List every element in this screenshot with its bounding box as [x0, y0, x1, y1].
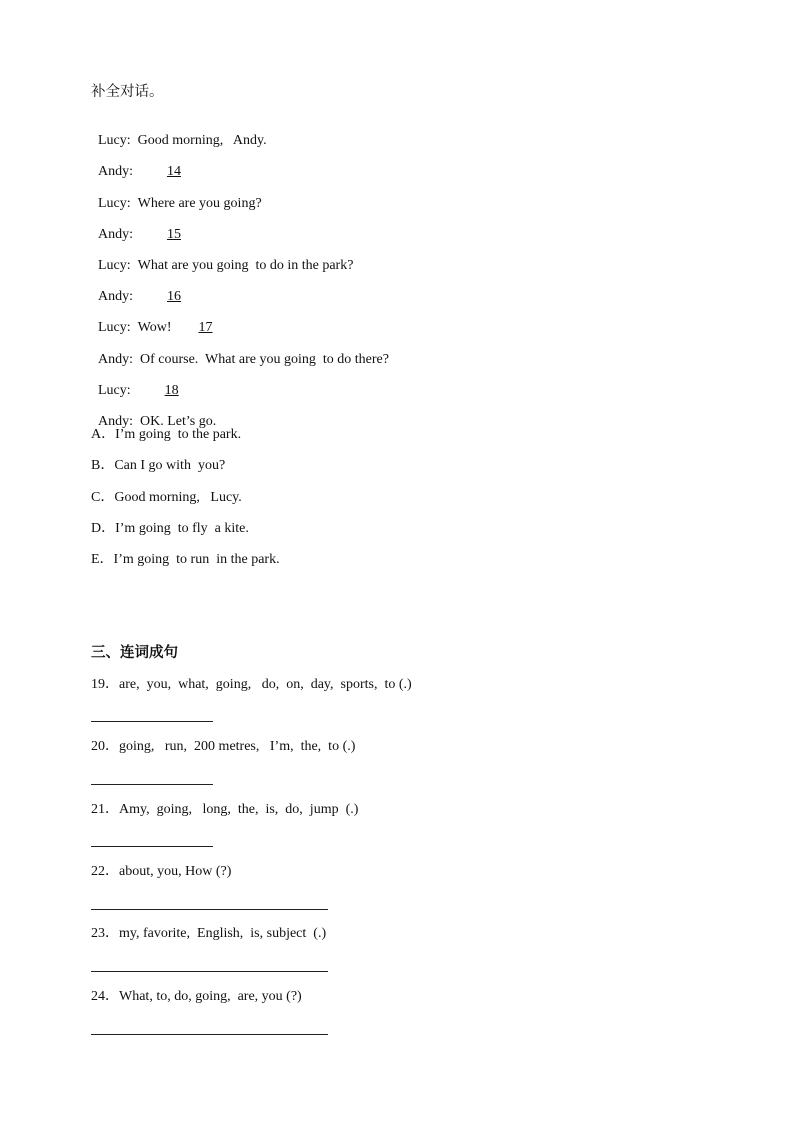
question-22: 22．about, you, How (?) — [91, 864, 232, 879]
speaker: Lucy: — [98, 320, 131, 335]
dialogue-text: Wow! — [137, 320, 172, 335]
answer-blank: 16 — [167, 289, 181, 304]
speaker: Andy: — [98, 227, 133, 242]
speaker: Lucy: — [98, 196, 131, 211]
dialogue-text: OK. Let’s go. — [140, 414, 217, 429]
dialogue-text: Good morning, Andy. — [137, 133, 267, 148]
speaker: Andy: — [98, 164, 133, 179]
answer-blank: 15 — [167, 227, 181, 242]
option-d: D．I’m going to fly a kite. — [91, 521, 249, 536]
speaker: Andy: — [98, 414, 133, 429]
answer-line[interactable] — [91, 846, 213, 847]
answer-line[interactable] — [91, 1034, 328, 1035]
speaker: Andy: — [98, 289, 133, 304]
speaker: Andy: — [98, 352, 133, 367]
dialogue-text: What are you going to do in the park? — [137, 258, 354, 273]
option-a: A．I’m going to the park. — [91, 427, 242, 442]
answer-line[interactable] — [91, 784, 213, 785]
speaker: Lucy: — [98, 258, 131, 273]
section-title: 三、连词成句 — [91, 645, 178, 661]
dialogue-line — [91, 301, 233, 337]
answer-blank: 17 — [198, 320, 213, 335]
question-19: 19．are, you, what, going, do, on, day, sports, to (.) — [91, 677, 412, 692]
dialogue-text: Where are you going? — [137, 196, 262, 211]
dialogue-text: Of course. What are you going to do there? — [140, 352, 389, 367]
instruction-text: 补全对话。 — [91, 84, 164, 100]
option-b: B．Can I go with you? — [91, 458, 226, 473]
question-24: 24．What, to, do, going, are, you (?) — [91, 989, 302, 1004]
answer-blank: 14 — [167, 164, 181, 179]
answer-blank: 18 — [164, 383, 179, 398]
option-e: E．I’m going to run in the park. — [91, 552, 280, 567]
answer-line[interactable] — [91, 971, 328, 972]
speaker: Lucy: — [98, 383, 131, 398]
option-c: C．Good morning, Lucy. — [91, 490, 242, 505]
question-23: 23．my, favorite, English, is, subject (.) — [91, 926, 327, 941]
speaker: Lucy: — [98, 133, 131, 148]
question-20: 20．going, run, 200 metres, I’m, the, to (.) — [91, 739, 356, 754]
answer-line[interactable] — [91, 909, 328, 910]
dialogue-line — [91, 145, 201, 181]
answer-line[interactable] — [91, 721, 213, 722]
question-21: 21．Amy, going, long, the, is, do, jump (.) — [91, 802, 359, 817]
